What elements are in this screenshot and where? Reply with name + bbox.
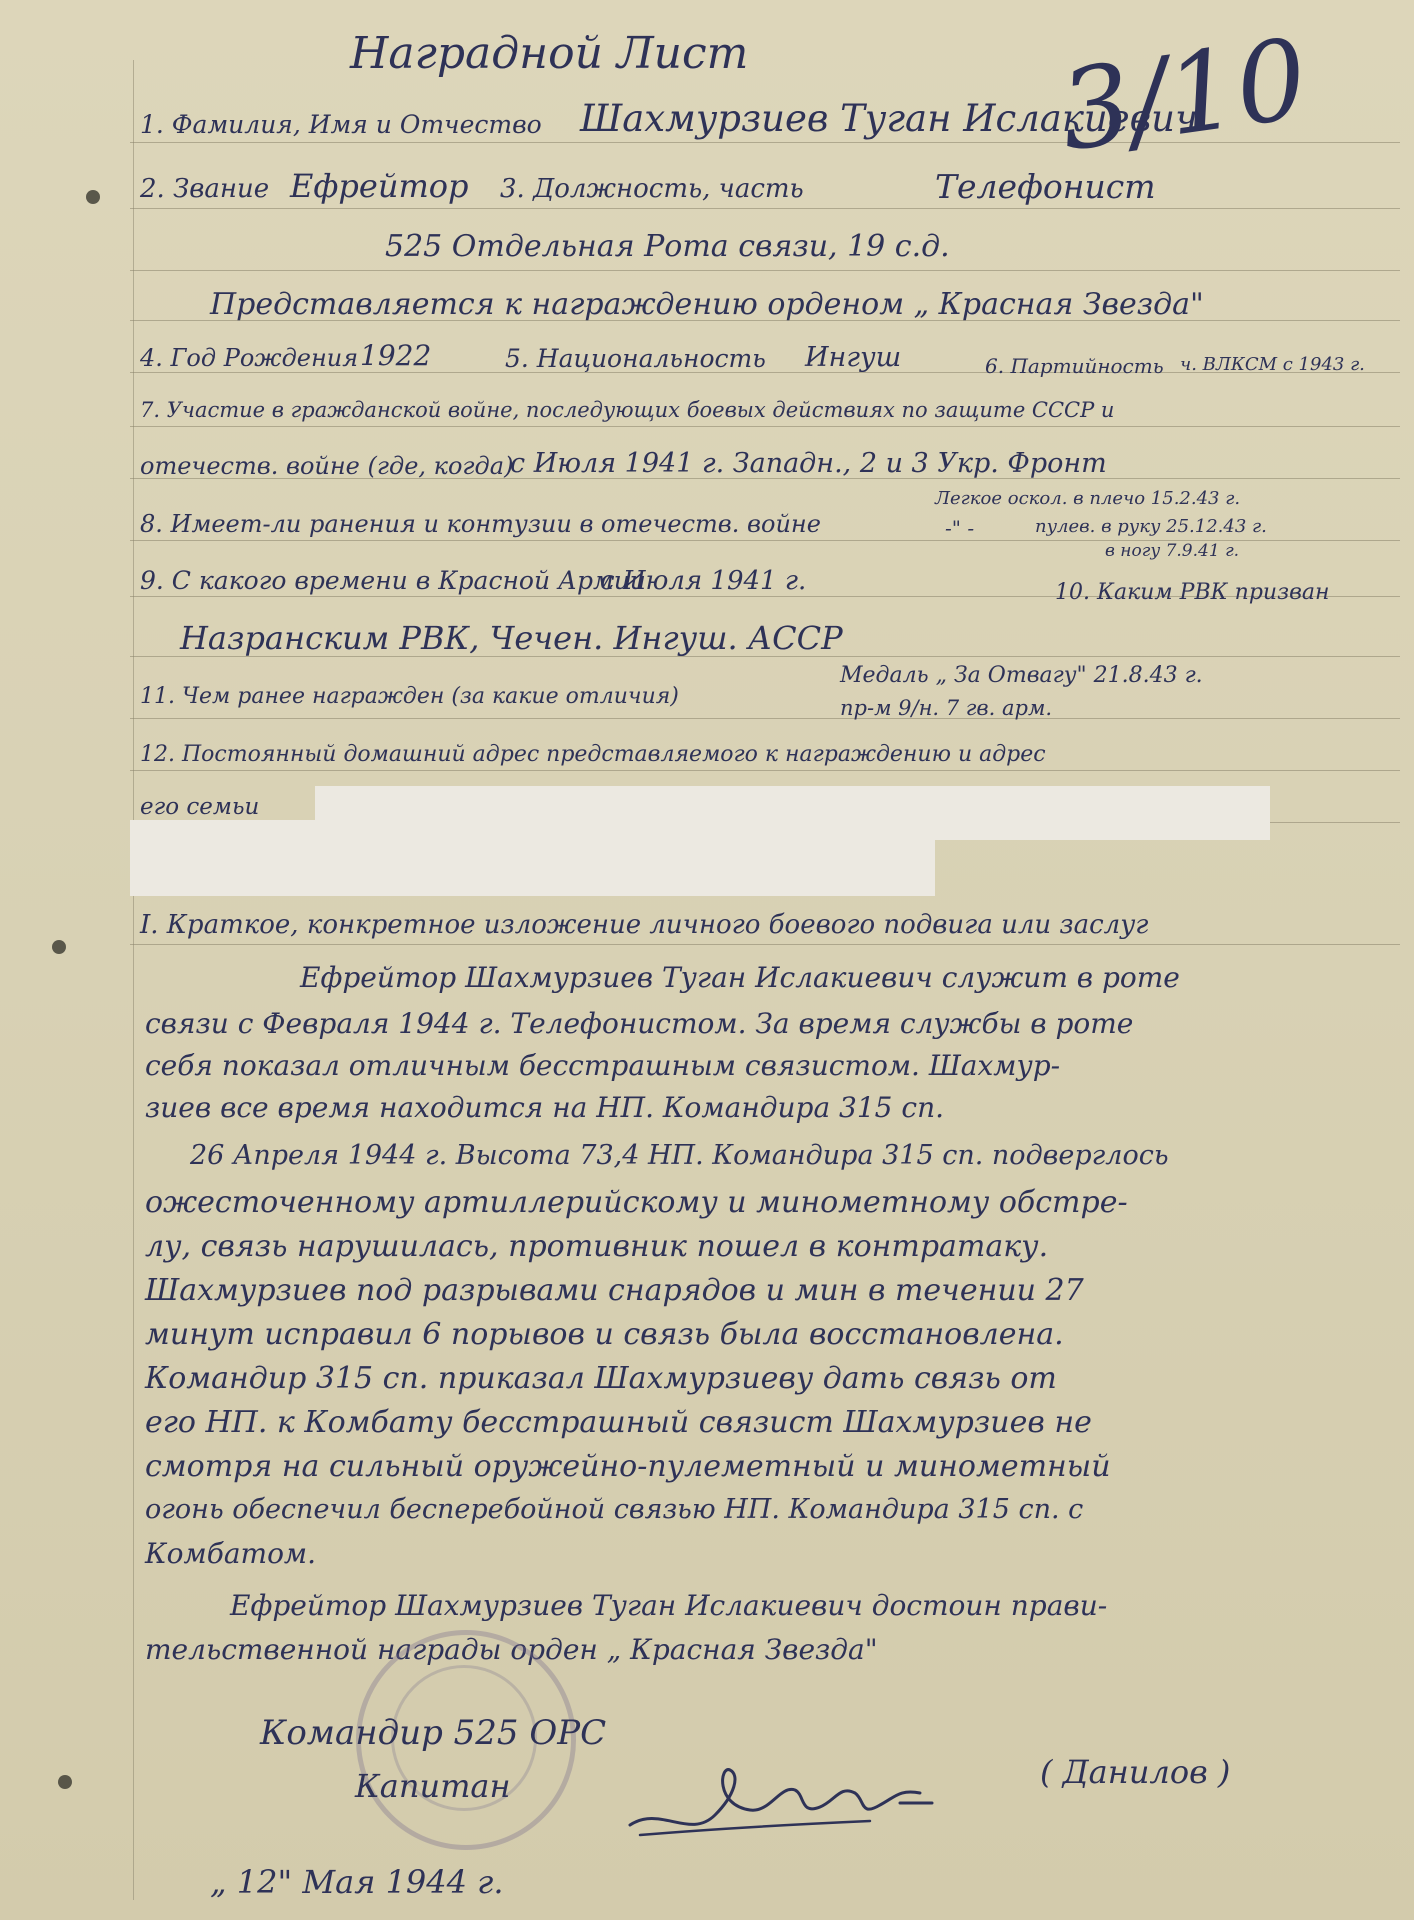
field-8-wound-1: Легкое оскол. в плечо 15.2.43 г.: [935, 488, 1241, 509]
narrative-line: тельственной награды орден „ Красная Звезда": [145, 1633, 878, 1666]
ruled-line: [130, 718, 1400, 719]
punch-hole: [86, 190, 100, 204]
narrative-line: Ефрейтор Шахмурзиев Туган Ислакиевич достоин прави-: [230, 1589, 1108, 1622]
field-12-label: 12. Постоянный домашний адрес представляемого к награждению и адрес: [140, 742, 1046, 767]
field-4-label: 4. Год Рождения: [140, 344, 359, 372]
field-8-wound-2: пулев. в руку 25.12.43 г.: [1035, 516, 1267, 537]
narrative-line: лу, связь нарушилась, противник пошел в контратаку.: [145, 1229, 1049, 1264]
field-9-value: с Июля 1941 г.: [600, 566, 807, 596]
narrative-line: огонь обеспечил бесперебойной связью НП. Командира 315 сп. с: [145, 1494, 1084, 1525]
narrative-line: Ефрейтор Шахмурзиев Туган Ислакиевич служит в роте: [300, 961, 1180, 994]
narrative-line: смотря на сильный оружейно-пулеметный и минометный: [145, 1449, 1111, 1484]
narrative-line: Комбатом.: [145, 1537, 317, 1570]
field-5-value: Ингуш: [805, 342, 902, 373]
ruled-line: [130, 270, 1400, 271]
section-heading: I. Краткое, конкретное изложение личного боевого подвига или заслуг: [140, 910, 1149, 940]
field-3-label: 3. Должность, часть: [500, 174, 804, 204]
nomination-line: Представляется к награждению орденом „ Красная Звезда": [210, 287, 1204, 322]
field-11-value-1: Медаль „ За Отвагу" 21.8.43 г.: [840, 663, 1203, 688]
field-10-label: 10. Каким РВК призван: [1055, 580, 1330, 605]
handwritten-signature: [620, 1745, 940, 1855]
field-7-value: с Июля 1941 г. Западн., 2 и 3 Укр. Фронт: [510, 448, 1107, 479]
ruled-line: [130, 944, 1400, 945]
margin-line: [133, 60, 134, 1900]
narrative-line: его НП. к Комбату бесстрашный связист Шахмурзиев не: [145, 1405, 1092, 1440]
field-1-label: 1. Фамилия, Имя и Отчество: [140, 110, 542, 139]
field-10-value: Назранским РВК, Чечен. Ингуш. АССР: [180, 619, 843, 657]
field-12-label-cont: его семьи: [140, 794, 260, 820]
signer-title: Командир 525 ОРС: [260, 1713, 607, 1753]
field-6-label: 6. Партийность: [985, 354, 1164, 378]
field-7-label-cont: отечеств. войне (где, когда): [140, 452, 514, 480]
field-8-label: 8. Имеет-ли ранения и контузии в отечеств. войне: [140, 510, 821, 538]
narrative-line: зиев все время находится на НП. Командира 315 сп.: [145, 1091, 945, 1124]
narrative-line: ожесточенному артиллерийскому и минометному обстре-: [145, 1185, 1128, 1220]
field-6-value: ч. ВЛКСМ с 1943 г.: [1180, 354, 1365, 375]
field-11-value-2: пр-м 9/н. 7 гв. арм.: [840, 696, 1053, 720]
field-8-ditto: -" -: [945, 516, 975, 540]
field-1-value: Шахмурзиев Туган Ислакиевич: [580, 97, 1199, 140]
field-3-unit: 525 Отдельная Рота связи, 19 с.д.: [385, 229, 950, 264]
field-2-value: Ефрейтор: [290, 167, 469, 205]
ruled-line: [130, 208, 1400, 209]
narrative-line: 26 Апреля 1944 г. Высота 73,4 НП. Командира 315 сп. подверглось: [190, 1140, 1169, 1171]
narrative-line: Командир 315 сп. приказал Шахмурзиеву дать связь от: [145, 1361, 1057, 1396]
punch-hole: [52, 940, 66, 954]
document-title: Наградной Лист: [350, 28, 749, 79]
narrative-line: минут исправил 6 порывов и связь была восстановлена.: [145, 1317, 1064, 1352]
redacted-address-area: [130, 820, 935, 896]
signer-rank: Капитан: [355, 1767, 511, 1805]
field-2-label: 2. Звание: [140, 174, 270, 204]
archive-number-mark: 3/10: [1052, 14, 1315, 176]
field-7-label: 7. Участие в гражданской войне, последующих боевых действиях по защите СССР и: [140, 398, 1115, 422]
field-5-label: 5. Национальность: [505, 344, 766, 373]
narrative-line: связи с Февраля 1944 г. Телефонистом. За время службы в роте: [145, 1007, 1134, 1040]
field-4-value: 1922: [360, 339, 432, 372]
ruled-line: [130, 770, 1400, 771]
field-3-value: Телефонист: [935, 167, 1156, 206]
narrative-line: Шахмурзиев под разрывами снарядов и мин в течении 27: [145, 1273, 1084, 1308]
punch-hole: [58, 1775, 72, 1789]
field-9-label: 9. С какого времени в Красной Армии: [140, 566, 646, 595]
ruled-line: [130, 426, 1400, 427]
field-11-label: 11. Чем ранее награжден (за какие отличия): [140, 684, 679, 709]
field-8-wound-3: в ногу 7.9.41 г.: [1105, 541, 1240, 561]
signer-name: ( Данилов ): [1040, 1753, 1231, 1791]
document-date: „ 12" Мая 1944 г.: [210, 1863, 504, 1901]
narrative-line: себя показал отличным бесстрашным связистом. Шахмур-: [145, 1049, 1061, 1082]
